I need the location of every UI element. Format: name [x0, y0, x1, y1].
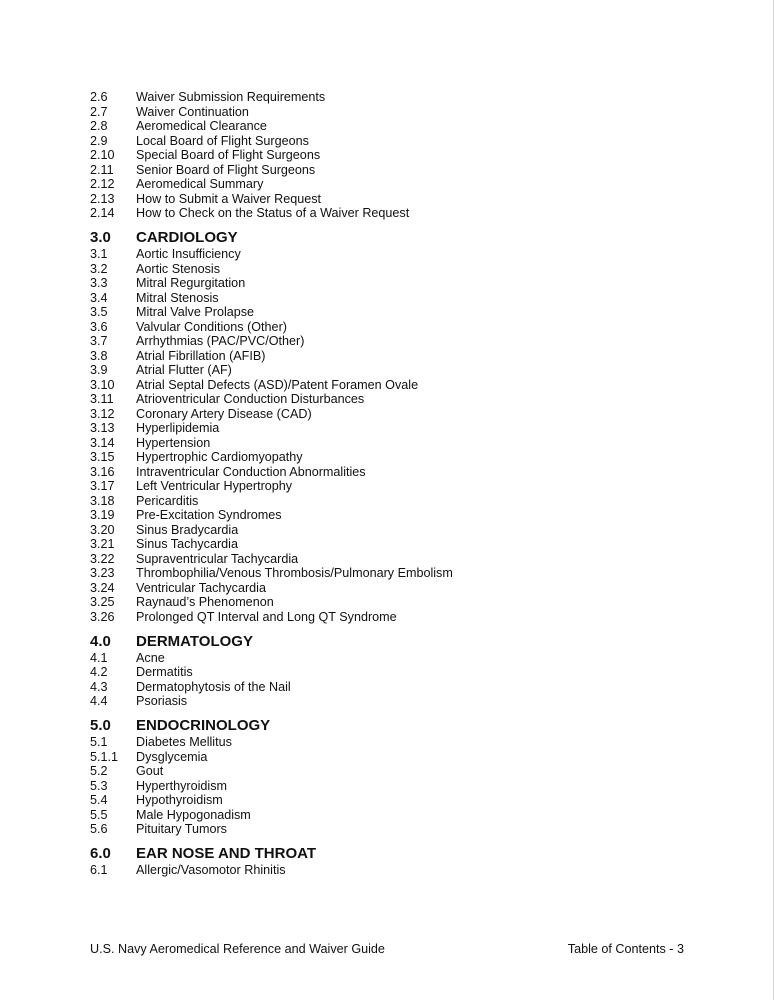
toc-entry: [90, 450, 710, 465]
toc-entry: [90, 610, 710, 625]
toc-section: [90, 90, 710, 221]
entry-number: 3.1: [90, 247, 108, 261]
toc-entry: [90, 177, 710, 192]
entry-number: 2.13: [90, 191, 115, 206]
toc-entry: [90, 735, 710, 750]
entry-number: 2.8: [90, 119, 108, 133]
entry-number: 3.4: [90, 290, 108, 305]
toc-entry: [90, 694, 710, 709]
entry-number: 3.26: [90, 609, 115, 624]
entry-title: Atrial Flutter (AF): [136, 363, 232, 377]
toc-entry: [90, 680, 710, 695]
section-title: ENDOCRINOLOGY: [136, 717, 271, 734]
toc-entry: [90, 163, 710, 178]
entry-number: 6.1: [90, 863, 108, 877]
entry-title: Hypothyroidism: [136, 793, 223, 807]
toc-entry: [90, 552, 710, 567]
entry-title: Atrial Septal Defects (ASD)/Patent Foramen Ovale: [136, 377, 419, 392]
toc-entry: [90, 206, 710, 221]
toc-section-heading: [90, 633, 710, 651]
toc-entry: [90, 494, 710, 509]
entry-number: 4.4: [90, 694, 108, 708]
section-title: EAR NOSE AND THROAT: [136, 845, 316, 862]
entry-number: 2.11: [90, 162, 114, 177]
entry-number: 3.25: [90, 595, 115, 609]
entry-number: 3.10: [90, 377, 115, 392]
toc-entry: [90, 305, 710, 320]
entry-title: Coronary Artery Disease (CAD): [136, 406, 312, 421]
entry-title: Pericarditis: [136, 493, 199, 508]
entry-title: Special Board of Flight Surgeons: [136, 148, 321, 162]
entry-title: Sinus Tachycardia: [136, 537, 238, 551]
entry-title: Ventricular Tachycardia: [136, 580, 266, 595]
entry-number: 5.4: [90, 793, 108, 807]
table-of-contents: [90, 90, 710, 878]
toc-entry: [90, 651, 710, 666]
entry-title: Left Ventricular Hypertrophy: [136, 479, 293, 493]
entry-number: 3.24: [90, 580, 115, 595]
entry-title: Atrial Fibrillation (AFIB): [136, 348, 266, 363]
entry-title: Dermatitis: [136, 665, 193, 679]
toc-entry: [90, 822, 710, 837]
entry-number: 3.6: [90, 319, 108, 334]
entry-title: Pituitary Tumors: [136, 822, 227, 836]
entry-number: 4.1: [90, 650, 108, 665]
entry-title: Valvular Conditions (Other): [136, 319, 287, 334]
toc-section: [90, 717, 710, 837]
footer-document-title: U.S. Navy Aeromedical Reference and Waiver Guide: [90, 942, 385, 956]
section-title: DERMATOLOGY: [136, 632, 253, 650]
toc-entry: [90, 523, 710, 538]
toc-entry: [90, 363, 710, 378]
entry-number: 2.6: [90, 90, 108, 104]
entry-number: 5.3: [90, 778, 108, 793]
toc-entry: [90, 105, 710, 120]
toc-entry: [90, 764, 710, 779]
entry-number: 5.6: [90, 822, 108, 836]
toc-entry: [90, 349, 710, 364]
toc-entry: [90, 421, 710, 436]
toc-section-heading: [90, 229, 710, 247]
entry-number: 5.1: [90, 735, 108, 749]
entry-number: 2.14: [90, 206, 115, 220]
toc-section-heading: [90, 845, 710, 863]
entry-number: 4.2: [90, 665, 108, 679]
footer-page-number: Table of Contents - 3: [567, 942, 684, 956]
entry-number: 3.15: [90, 450, 115, 464]
toc-section: [90, 633, 710, 709]
section-number: 4.0: [90, 632, 111, 650]
entry-title: Thrombophilia/Venous Thrombosis/Pulmonary Embolism: [136, 566, 453, 580]
entry-title: Hyperthyroidism: [136, 778, 227, 793]
toc-entry: [90, 465, 710, 480]
entry-number: 3.2: [90, 261, 108, 276]
entry-title: Diabetes Mellitus: [136, 735, 232, 749]
toc-entry: [90, 134, 710, 149]
toc-entry: [90, 779, 710, 794]
toc-section: [90, 845, 710, 878]
toc-entry: [90, 192, 710, 207]
toc-section: [90, 229, 710, 624]
entry-title: Waiver Submission Requirements: [136, 90, 326, 104]
entry-title: Dermatophytosis of the Nail: [136, 679, 291, 694]
toc-entry: [90, 750, 710, 765]
toc-entry: [90, 247, 710, 262]
toc-entry: [90, 566, 710, 581]
toc-entry: [90, 392, 710, 407]
entry-title: Mitral Valve Prolapse: [136, 305, 255, 319]
entry-number: 3.13: [90, 421, 115, 435]
entry-title: Aortic Stenosis: [136, 261, 220, 276]
entry-title: Hypertension: [136, 435, 211, 450]
entry-number: 3.5: [90, 305, 108, 319]
entry-title: Aeromedical Summary: [136, 177, 264, 191]
toc-entry: [90, 479, 710, 494]
entry-title: Arrhythmias (PAC/PVC/Other): [136, 334, 305, 348]
entry-number: 3.20: [90, 522, 115, 537]
entry-title: Male Hypogonadism: [136, 807, 251, 822]
entry-title: Supraventricular Tachycardia: [136, 551, 299, 566]
entry-number: 5.5: [90, 807, 108, 822]
entry-title: Mitral Regurgitation: [136, 276, 246, 290]
entry-number: 2.7: [90, 104, 108, 119]
toc-entry: [90, 90, 710, 105]
entry-number: 3.7: [90, 334, 108, 348]
entry-title: Gout: [136, 764, 164, 778]
entry-title: Local Board of Flight Surgeons: [136, 133, 309, 148]
toc-entry: [90, 508, 710, 523]
page-footer: [90, 941, 684, 957]
entry-title: Intraventricular Conduction Abnormalities: [136, 464, 366, 479]
entry-title: Sinus Bradycardia: [136, 522, 239, 537]
toc-entry: [90, 436, 710, 451]
entry-title: Atrioventricular Conduction Disturbances: [136, 392, 365, 406]
entry-title: Aeromedical Clearance: [136, 119, 267, 133]
entry-title: Aortic Insufficiency: [136, 247, 241, 261]
toc-entry: [90, 291, 710, 306]
toc-entry: [90, 407, 710, 422]
entry-title: Hyperlipidemia: [136, 421, 220, 435]
entry-number: 3.18: [90, 493, 115, 508]
entry-number: 3.23: [90, 566, 115, 580]
entry-title: Hypertrophic Cardiomyopathy: [136, 450, 303, 464]
entry-number: 5.2: [90, 764, 108, 778]
entry-title: How to Check on the Status of a Waiver Request: [136, 206, 410, 220]
toc-entry: [90, 595, 710, 610]
entry-number: 3.11: [90, 392, 114, 406]
toc-entry: [90, 808, 710, 823]
toc-entry: [90, 148, 710, 163]
entry-title: Acne: [136, 650, 165, 665]
entry-title: Raynaud’s Phenomenon: [136, 595, 274, 609]
toc-entry: [90, 119, 710, 134]
toc-entry: [90, 537, 710, 552]
toc-entry: [90, 793, 710, 808]
entry-number: 3.3: [90, 276, 108, 290]
entry-number: 3.16: [90, 464, 115, 479]
entry-title: Dysglycemia: [136, 749, 208, 764]
entry-number: 2.12: [90, 177, 115, 191]
entry-number: 3.14: [90, 435, 115, 450]
entry-title: Prolonged QT Interval and Long QT Syndrome: [136, 609, 397, 624]
section-title: CARDIOLOGY: [136, 229, 238, 246]
entry-title: Pre-Excitation Syndromes: [136, 508, 282, 522]
entry-number: 2.9: [90, 133, 108, 148]
entry-title: Waiver Continuation: [136, 104, 249, 119]
entry-title: Senior Board of Flight Surgeons: [136, 162, 316, 177]
entry-number: 2.10: [90, 148, 115, 162]
toc-entry: [90, 334, 710, 349]
toc-section-heading: [90, 717, 710, 735]
entry-number: 3.19: [90, 508, 115, 522]
toc-entry: [90, 665, 710, 680]
entry-title: Psoriasis: [136, 694, 188, 708]
toc-entry: [90, 276, 710, 291]
entry-number: 3.8: [90, 348, 108, 363]
section-number: 6.0: [90, 845, 111, 862]
entry-title: Mitral Stenosis: [136, 290, 219, 305]
toc-entry: [90, 863, 710, 878]
entry-number: 3.12: [90, 406, 115, 421]
toc-entry: [90, 581, 710, 596]
toc-entry: [90, 320, 710, 335]
entry-title: How to Submit a Waiver Request: [136, 191, 322, 206]
toc-entry: [90, 378, 710, 393]
entry-number: 3.17: [90, 479, 115, 493]
section-number: 5.0: [90, 717, 111, 734]
entry-number: 4.3: [90, 679, 108, 694]
entry-number: 3.9: [90, 363, 108, 377]
entry-number: 5.1.1: [90, 749, 119, 764]
entry-title: Allergic/Vasomotor Rhinitis: [136, 863, 286, 877]
toc-entry: [90, 262, 710, 277]
entry-number: 3.22: [90, 551, 115, 566]
entry-number: 3.21: [90, 537, 115, 551]
section-number: 3.0: [90, 229, 111, 246]
